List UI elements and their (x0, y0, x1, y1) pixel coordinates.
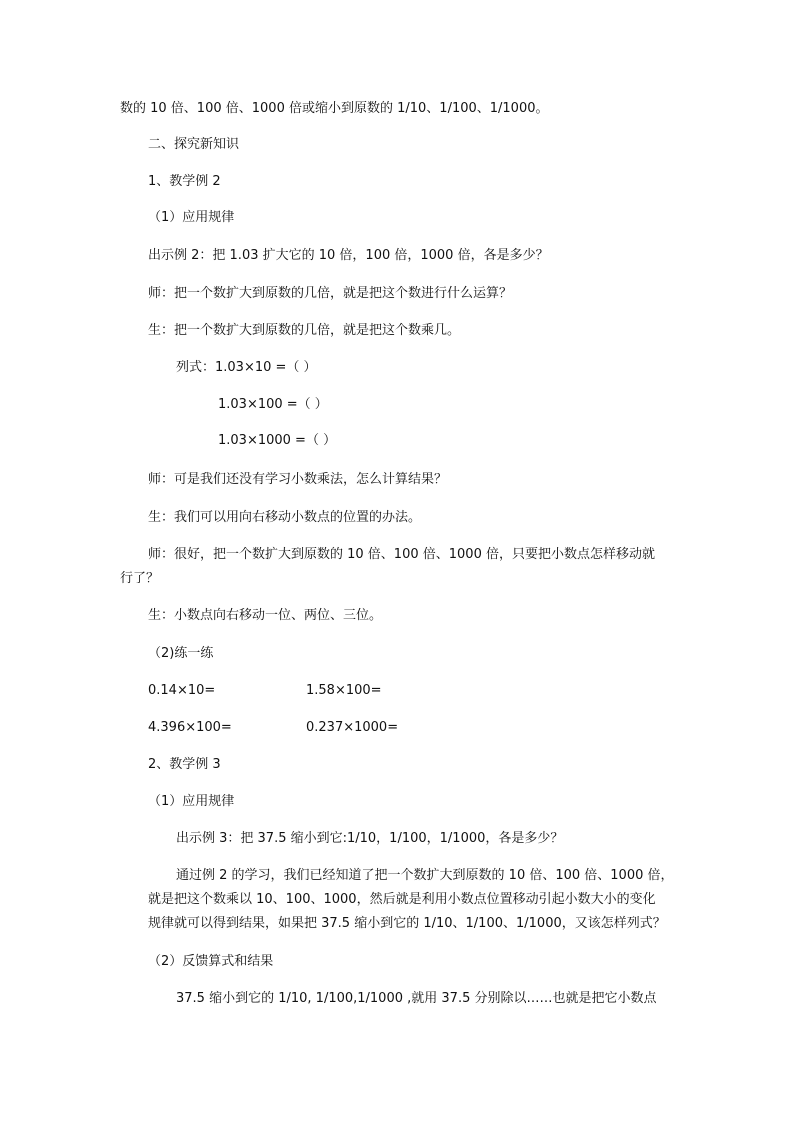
text-line: 行了？ (120, 571, 160, 586)
text-line: 出示例 3：把 37.5 缩小到它:1/10，1/100，1/1000，各是多少？ (176, 831, 564, 846)
subsection-heading: 1、教学例 2 (148, 174, 221, 189)
subsection-heading: （2）反馈算式和结果 (148, 954, 274, 969)
text-line: 37.5 缩小到它的 1/10, 1/100,1/1000 ,就用 37.5 分别除以……也就是把它小数点 (176, 991, 657, 1006)
text-line: 师：很好，把一个数扩大到原数的 10 倍、100 倍、1000 倍，只要把小数点怎样移动就 (148, 547, 655, 562)
text-line: 生：我们可以用向右移动小数点的位置的办法。 (148, 510, 422, 525)
text-line: 通过例 2 的学习，我们已经知道了把一个数扩大到原数的 10 倍、100 倍、1000 倍， (176, 868, 674, 883)
text-line: 就是把这个数乘以 10、100、1000，然后就是利用小数点位置移动引起小数大小的变化 (148, 892, 656, 907)
text-line: 生：把一个数扩大到原数的几倍，就是把这个数乘几。 (148, 323, 461, 338)
text-line: 师：把一个数扩大到原数的几倍，就是把这个数进行什么运算？ (148, 286, 513, 301)
subsection-heading: （1）应用规律 (148, 794, 235, 809)
formula-line: 列式：1.03×10 =（ ） (176, 360, 317, 375)
subsection-heading: （2)练一练 (148, 646, 214, 661)
text-line: 师：可是我们还没有学习小数乘法，怎么计算结果？ (148, 472, 448, 487)
exercise-item: 0.237×1000= (306, 720, 399, 735)
section-heading: 二、探究新知识 (148, 137, 240, 152)
text-line: 生：小数点向右移动一位、两位、三位。 (148, 608, 383, 623)
subsection-heading: 2、教学例 3 (148, 757, 221, 772)
text-line: 出示例 2：把 1.03 扩大它的 10 倍，100 倍，1000 倍，各是多少？ (148, 248, 549, 263)
text-line: 规律就可以得到结果，如果把 37.5 缩小到它的 1/10、1/100、1/1000，又该怎样列式？ (148, 916, 666, 931)
exercise-item: 1.58×100= (306, 683, 382, 698)
formula-line: 1.03×1000 =（ ） (218, 433, 337, 448)
text-line: 数的 10 倍、100 倍、1000 倍或缩小到原数的 1/10、1/100、1/1000。 (120, 101, 549, 116)
exercise-item: 0.14×10= (148, 683, 216, 698)
exercise-item: 4.396×100= (148, 720, 232, 735)
subsection-heading: （1）应用规律 (148, 210, 235, 225)
formula-line: 1.03×100 =（ ） (218, 397, 328, 412)
